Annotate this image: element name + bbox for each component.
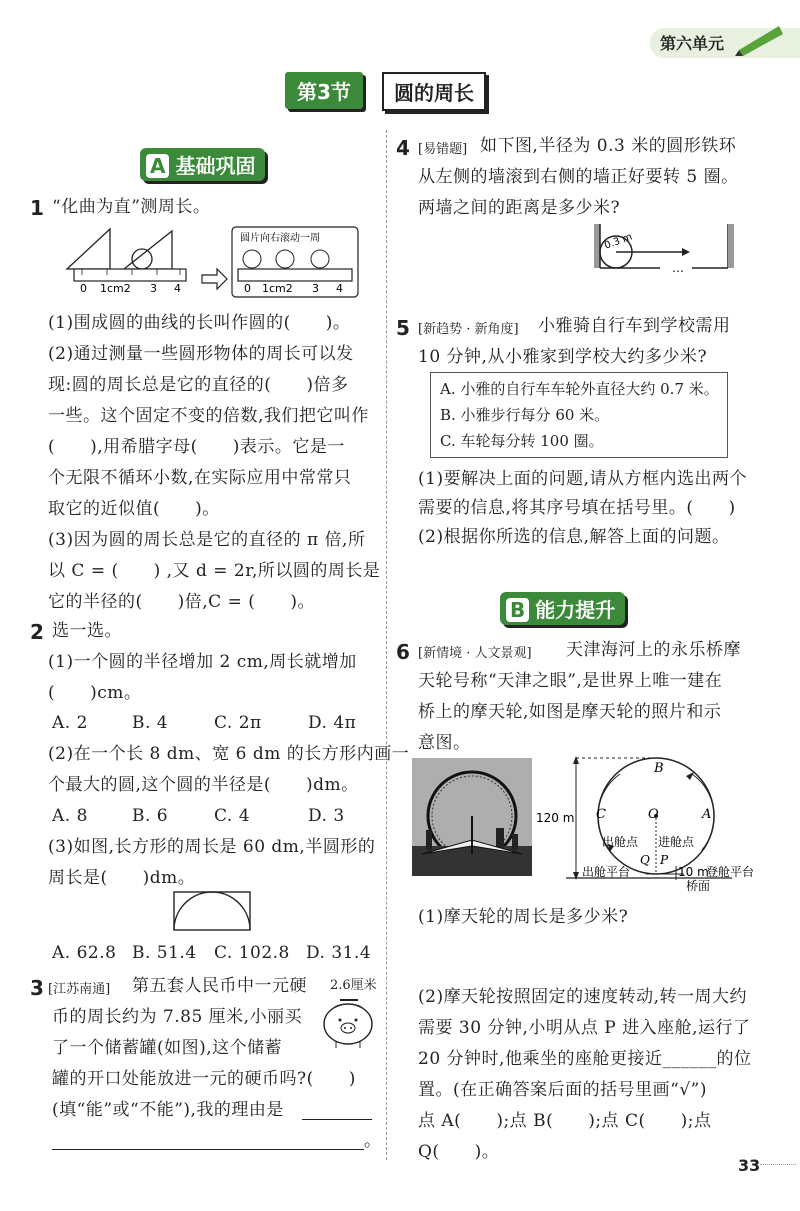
q1-line-3: 一些。这个固定不变的倍数,我们把它叫作 [48,406,369,426]
q5-box-b: B. 小雅步行每分 60 米。 [440,406,610,424]
section-a-letter: A [146,154,169,178]
q5-sub-1: 需要的信息,将其序号填在括号里。( ) [418,498,736,518]
page-number-rule [760,1164,796,1165]
ruler1-label-1: 1cm2 [100,282,131,295]
label-board-platform: 登舱平台 [706,865,755,879]
q4-line-2: 两墙之间的距离是多少米? [418,198,621,218]
label-exit: 出舱点 [602,835,639,849]
q2-p1-1: ( )cm。 [48,683,142,703]
q5-number: 5 [396,316,410,340]
section-title-badge [285,72,363,109]
q3-line-2: 了一个储蓄罐(如图),这个储蓄 [52,1038,283,1058]
q1-number: 1 [30,196,44,220]
q6-line-1: 天轮号称“天津之眼”,是世界上唯一建在 [418,671,723,691]
q6-sub2-0: (2)摩天轮按照固定的速度转动,转一周大约 [418,987,747,1007]
q2-o1-d: D. 4π [308,713,357,733]
q2-o3-d: D. 31.4 [306,943,372,963]
q1-line-0: (1)围成圆的曲线的长叫作圆的( )。 [48,313,351,333]
q6-tag: [新情境 · 人文景观] [418,646,532,661]
q4-fig-dots: … [672,261,684,274]
page-number: 33 [738,1156,761,1175]
ferris-wheel-diagram [536,752,776,892]
column-divider [386,130,387,1160]
ruler1-label-3: 4 [174,282,181,295]
q6-line-3: 意图。 [418,733,471,753]
label-bridge: 桥面 [686,879,711,892]
q3-reason-blank[interactable] [302,1118,372,1120]
q1-figure [62,225,362,300]
q2-semicircle-figure [172,890,252,932]
piggy-bank-icon [318,994,376,1052]
q5-line-1: 10 分钟,从小雅家到学校大约多少米? [418,347,708,367]
q3-tag: [江苏南通] [48,982,111,997]
q2-p3-0: (3)如图,长方形的周长是 60 dm,半圆形的 [48,837,376,857]
q2-o1-b: B. 4 [132,713,169,733]
q3-line-4: (填“能”或“不能”),我的理由是 [52,1100,284,1120]
q2-o2-b: B. 6 [132,806,169,826]
q6-sub2-3: 置。(在正确答案后面的括号里画“√”) [418,1080,707,1100]
q2-o1-a: A. 2 [52,713,88,733]
q2-p2-1: 个最大的圆,这个圆的半径是( )dm。 [48,775,359,795]
q6-sub2-5: Q( )。 [418,1142,500,1162]
q2-p3-1: 周长是( )dm。 [48,868,196,888]
q6-sub2-4: 点 A( );点 B( );点 C( );点 [418,1111,712,1131]
q5-tag: [新趋势 · 新角度] [418,322,519,337]
q6-line-0: 天津海河上的永乐桥摩 [566,640,741,660]
q6-sub2-1: 需要 30 分钟,小明从点 P 进入座舱,运行了 [418,1018,751,1038]
q5-sub-0: (1)要解决上面的问题,请从方框内选出两个 [418,469,747,489]
label-C: C [596,807,606,822]
q1-line-8: 以 C = ( ) ,又 d = 2r,所以圆的周长是 [48,561,381,581]
q1-line-6: 取它的近似值( )。 [48,499,220,519]
q1-fig-caption: 圆片向右滚动一周 [240,233,320,244]
q1-line-2: 现:圆的周长总是它的直径的( )倍多 [48,375,349,395]
label-height: 120 m [536,811,575,825]
q2-p2-0: (2)在一个长 8 dm、宽 6 dm 的长方形内画一 [48,744,410,764]
section-number: 第3节 [297,80,351,104]
q2-p1-0: (1)一个圆的半径增加 2 cm,周长就增加 [48,652,357,672]
q6-sub2-2: 20 分钟时,他乘坐的座舱更接近______的位 [418,1049,752,1069]
q2-o1-c: C. 2π [214,713,262,733]
q4-number: 4 [396,136,410,160]
q3-reason-blank-2[interactable] [52,1148,364,1150]
q3-line-5: 。 [364,1131,382,1151]
q3-line-0: 第五套人民币中一元硬 [132,976,307,996]
q2-o3-c: C. 102.8 [214,943,290,963]
section-b-header [500,592,625,625]
q1-line-1: (2)通过测量一些圆形物体的周长可以发 [48,344,354,364]
ferris-wheel-photo [412,758,532,876]
section-a-header [140,148,265,181]
label-exit-platform: 出舱平台 [582,865,631,879]
label-B: B [654,761,664,776]
page-title: 圆的周长 [382,72,486,111]
ruler2-label-2: 3 [312,282,319,295]
ruler1-label-0: 0 [80,282,87,295]
q2-o2-a: A. 8 [52,806,88,826]
q2-o3-a: A. 62.8 [52,943,117,963]
pencil-icon [735,22,785,56]
q5-sub-2: (2)根据你所选的信息,解答上面的问题。 [418,527,730,547]
q3-line-3: 罐的开口处能放进一元的硬币吗?( ) [52,1069,356,1089]
q6-number: 6 [396,640,410,664]
q1-line-9: 它的半径的( )倍,C = ( )。 [48,592,315,612]
q1-text: “化曲为直”测周长。 [52,197,211,217]
ruler2-label-0: 0 [244,282,251,295]
q4-line-1: 从左侧的墙滚到右侧的墙正好要转 5 圈。 [418,167,739,187]
q1-line-5: 个无限不循环小数,在实际应用中常常只 [48,468,352,488]
q2-o3-b: B. 51.4 [132,943,197,963]
q2-o2-d: D. 3 [308,806,345,826]
q4-tag: [易错题] [418,142,468,157]
section-a-label: 基础巩固 [175,154,256,178]
label-enter: 进舱点 [658,835,695,849]
q4-line-0: 如下图,半径为 0.3 米的圆形铁环 [480,136,737,156]
section-b-letter: B [506,598,529,622]
q4-hoop-figure [592,222,742,274]
q4-fig-label: 0.3 m [603,231,634,252]
label-A: A [702,807,712,822]
q2-o2-c: C. 4 [214,806,251,826]
ruler1-label-2: 3 [150,282,157,295]
section-b-label: 能力提升 [535,598,616,622]
ruler2-label-1: 1cm2 [262,282,293,295]
q6-sub1: (1)摩天轮的周长是多少米? [418,907,629,927]
label-P: P [660,853,669,867]
q1-line-4: ( ),用希腊字母( )表示。它是一 [48,437,345,457]
q5-line-0: 小雅骑自行车到学校需用 [538,316,731,336]
q1-line-7: (3)因为圆的周长总是它的直径的 π 倍,所 [48,530,366,550]
q2-text: 选一选。 [52,621,122,641]
label-Q: Q [640,853,650,867]
label-O: O [648,807,659,822]
q3-number: 3 [30,976,44,1000]
unit-label: 第六单元 [660,34,725,53]
q2-number: 2 [30,620,44,644]
q3-line-1: 币的周长约为 7.85 厘米,小丽买 [52,1007,303,1027]
ruler2-label-3: 4 [336,282,343,295]
q6-line-2: 桥上的摩天轮,如图是摩天轮的照片和示 [418,702,722,722]
q5-box-a: A. 小雅的自行车车轮外直径大约 0.7 米。 [440,380,719,398]
q5-box-c: C. 车轮每分转 100 圈。 [440,432,604,450]
label-gap: 10 m [678,865,709,879]
q3-fig-label: 2.6厘米 [330,978,377,993]
